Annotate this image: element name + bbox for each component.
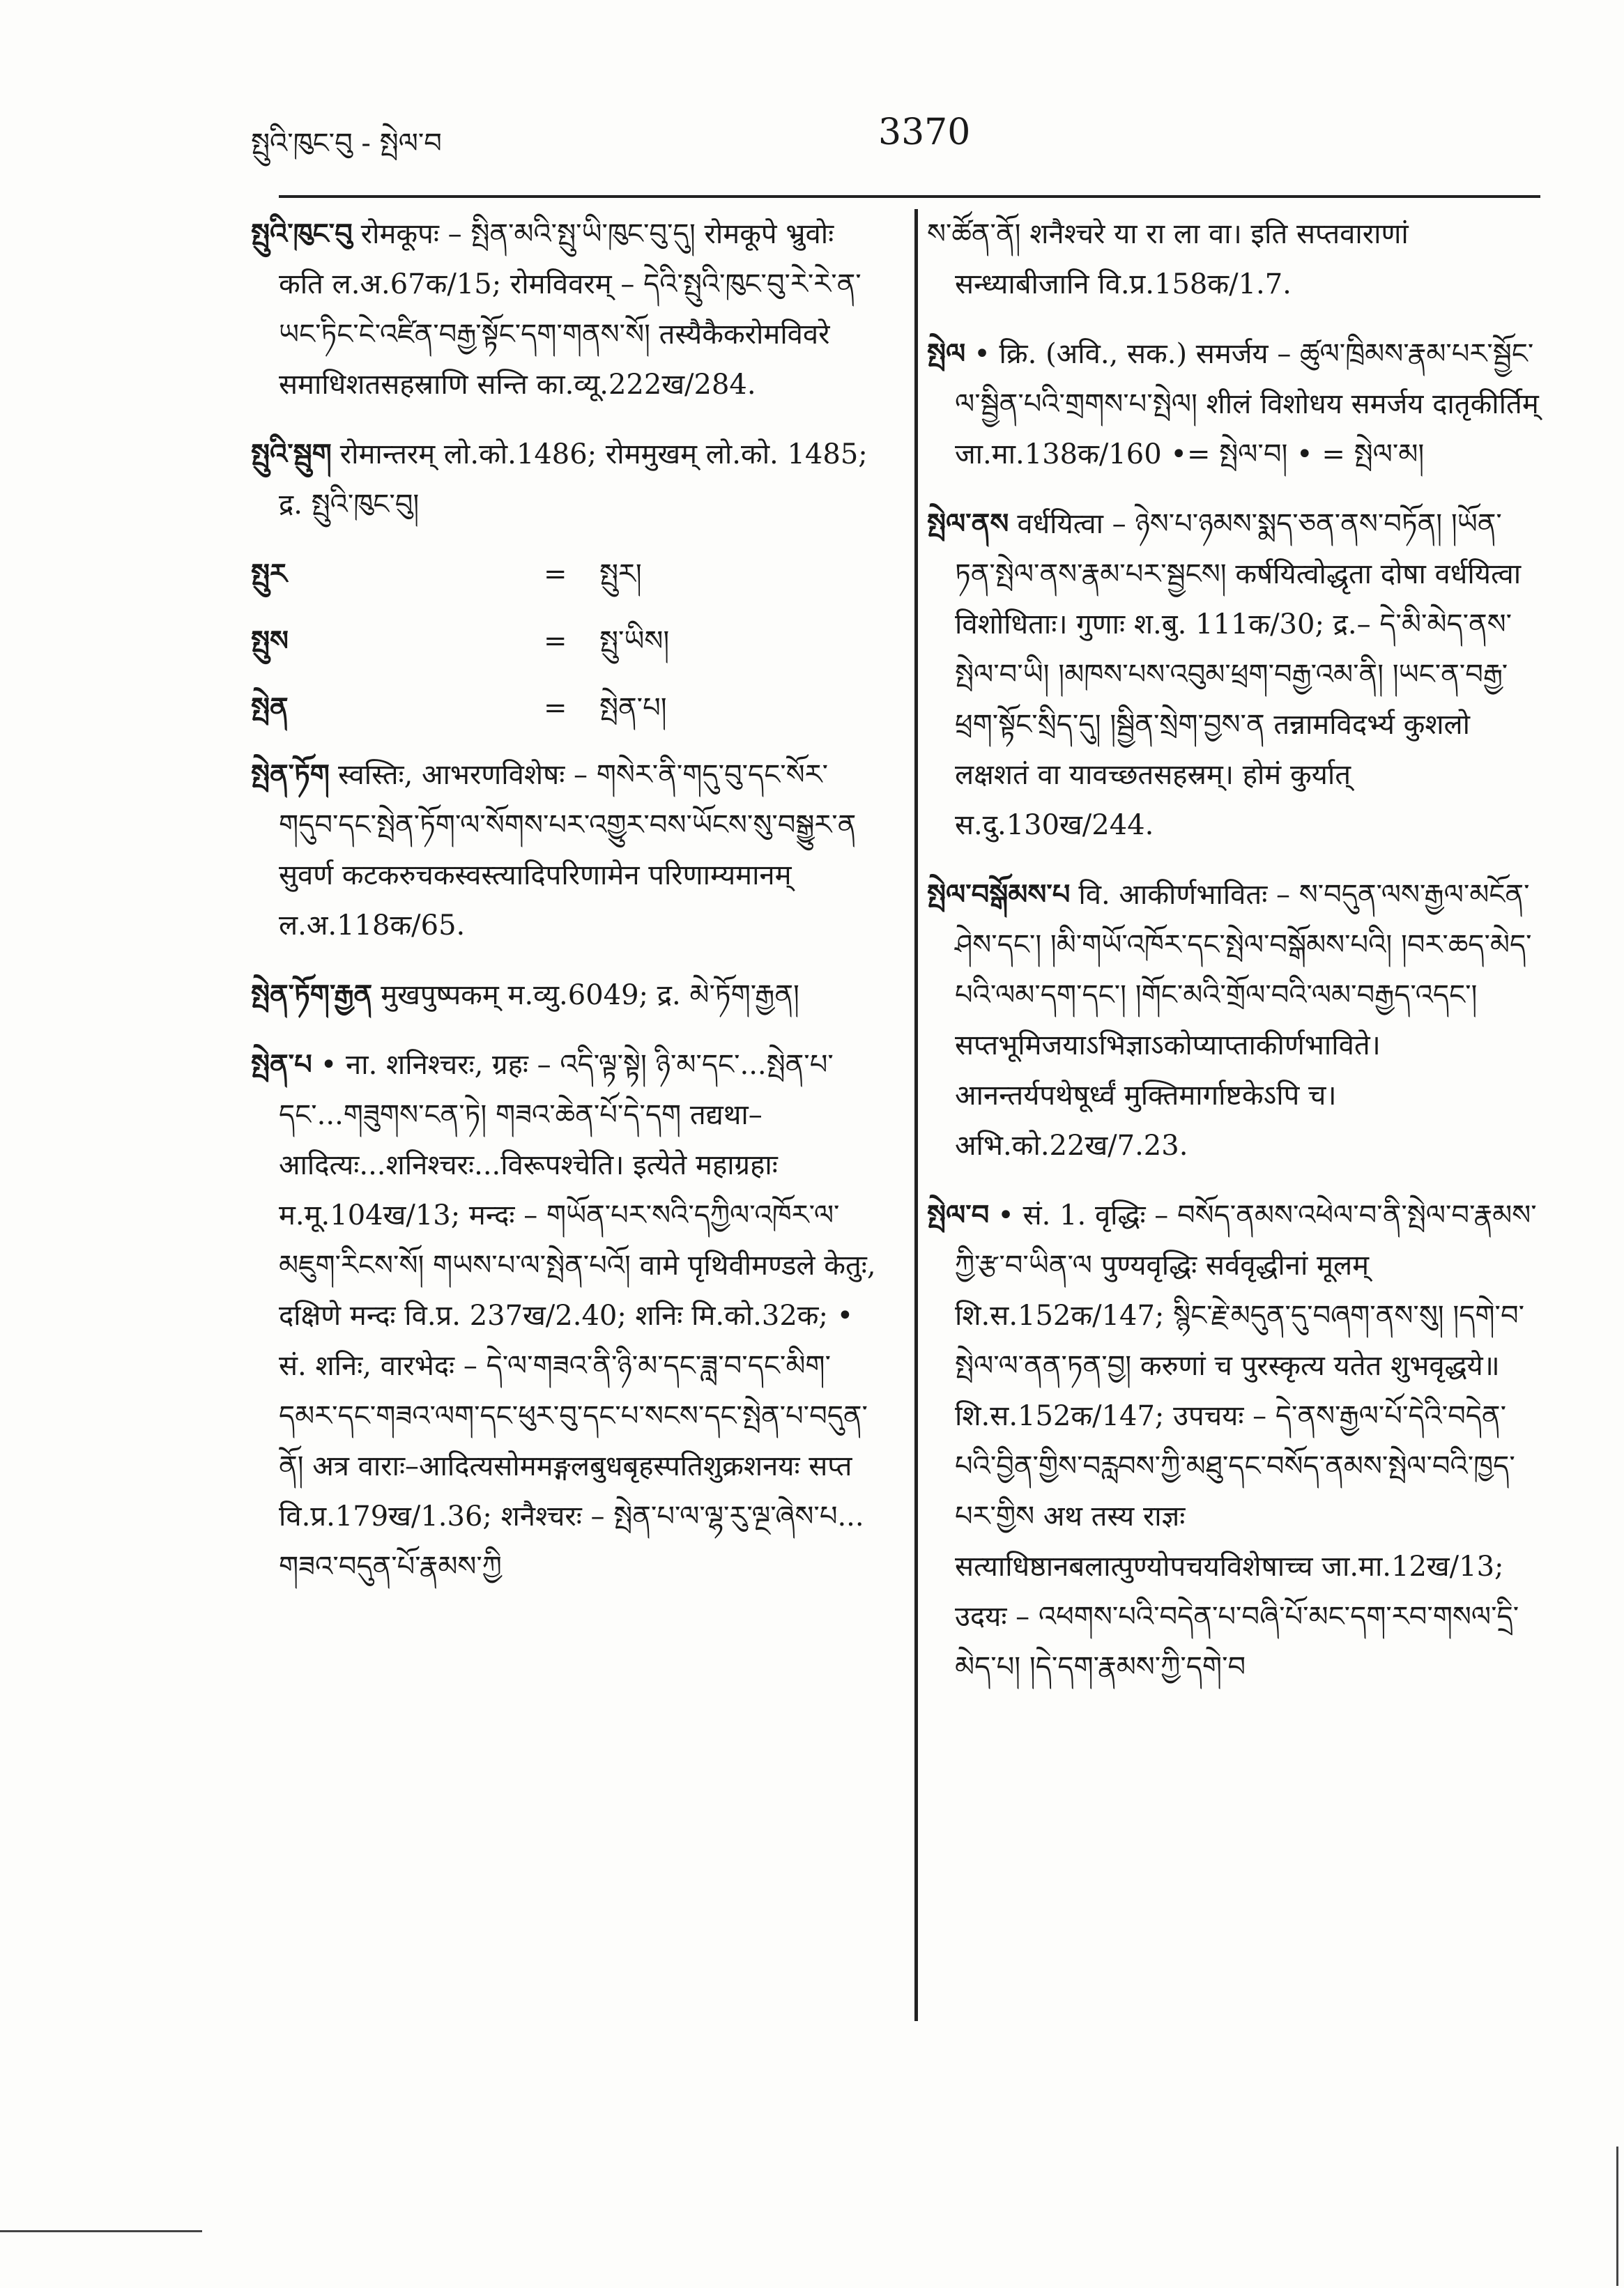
left-column: [251, 209, 885, 1611]
equals-sign: =: [544, 692, 567, 724]
cross-reference-headword: སྤུས: [251, 624, 289, 657]
cross-reference-target: སྤུར།: [599, 558, 642, 590]
entry-definition: स्वस्तिः, आभरणविशेषः – གསེར་ནི་གདུ་བུ་དང་སོར་གདུབ་དང་སྤེན་ཏོག་ལ་སོགས་པར་འགྱུར་བས་ཡོངས་སུ་བསྒྱུར་ན सुवर्ण कटकरुचकस्वस्त्यादिपरिणामेन परिणाम्यमानम् ल.अ.118क/65.: [279, 759, 857, 942]
entry-headword: སྤེན་ཏོག: [251, 758, 330, 791]
entry-definition: • क्रि. (अवि., सक.) समर्जय – ཚུལ་ཁྲིམས་རྣམ་པར་སྦྱོང་ལ་སྦྱིན་པའི་གྲགས་པ་སྤེལ། शीलं विशोधय समर्जय दातृकीर्तिम् जा.मा.138क/160 •= སྤེལ་བ། • = སྤེལ་མ།: [955, 338, 1539, 470]
cross-reference-target: སྤེན་པ།: [599, 692, 667, 724]
dictionary-entry: [927, 1190, 1540, 1692]
entry-headword: སྤེལ་བསྒོམས་པ: [927, 878, 1071, 911]
entry-definition: रोमान्तरम् लो.को.1486; रोममुखम् लो.को. 1485; द्र. སྤུའི་ཁུང་བུ།: [279, 438, 868, 521]
page-header: [251, 105, 1540, 160]
entry-headword: སྤུའི་སྦུག: [251, 438, 332, 470]
entry-headword: སྤུའི་ཁུང་བུ: [251, 217, 353, 250]
entry-definition: ས་ཚོན་ནོ། शनैश्चरे या रा ला वा। इति सप्तवाराणां सन्ध्याबीजानि वि.प्र.158क/1.7.: [927, 218, 1409, 300]
cross-reference-headword: སྤུར: [251, 558, 287, 590]
entry-headword: སྤེལ་བ: [927, 1199, 990, 1231]
dictionary-entry: [251, 750, 885, 951]
dictionary-entry: [927, 209, 1540, 309]
dictionary-entry: [251, 209, 885, 410]
cross-reference-target: སྤུ་ཡིས།: [599, 625, 670, 657]
page-number: 3370: [878, 112, 971, 153]
entry-headword: སྤེལ: [927, 337, 966, 370]
entry-headword: སྤེན་པ: [251, 1048, 312, 1081]
entry-definition: वर्धयित्वा – ཉེས་པ་ཉམས་སྨད་ཅན་ནས་བཏོན། །ཡོན་ཏན་སྤེལ་ནས་རྣམ་པར་སྦྱངས། कर्षयित्वोद्धृता दोषा वर्धयित्वा विशोधिताः। गुणाः श.बु. 111क/30; द्र.– དེ་མི་མེད་ནས་སྤེལ་བ་ཡི། །མཁས་པས་འབུམ་ཕྲག་བརྒྱ་འམ་ནི། །ཡང་ན་བརྒྱ་ཕྲག་སྟོང་སྲིད་དུ། །སྦྱིན་སྲེག་བྱས་ན तन्नामविदर्भ्य कुशलो लक्षशतं वा यावच्छतसहस्रम्। होमं कुर्यात् स.दु.130ख/244.: [955, 508, 1522, 841]
dictionary-entry: [251, 1040, 885, 1592]
cross-reference-entry: [251, 683, 885, 733]
dictionary-entry: [251, 970, 885, 1020]
scan-edge-mark: [1616, 2147, 1618, 2286]
scan-edge-line: [0, 2230, 202, 2232]
dictionary-entry: [927, 499, 1540, 850]
entry-definition: रोमकूपः – སྤིན་མའི་སྤུ་ཡི་ཁུང་བུ་དུ། रोमकूपे भ्रुवोः कति ल.अ.67क/15; रोमविवरम् – དེའི་སྤུའི་ཁུང་བུ་རེ་རེ་ན་ཡང་ཏིང་ངེ་འཛིན་བརྒྱ་སྟོང་དག་གནས་སོ། तस्यैकैकरोमविवरे समाधिशतसहस्राणि सन्ति का.व्यू.222ख/284.: [279, 218, 861, 401]
entry-definition: • ना. शनिश्चरः, ग्रहः – འདི་ལྟ་སྟེ། ཉི་མ་དང་...སྤེན་པ་དང་...གཟུགས་ངན་ཏེ། གཟའ་ཆེན་པོ་དེ་དག तद्यथा–आदित्यः...शनिश्चरः...विरूपश्चेति। इत्येते महाग्रहाः म.मू.104ख/13; मन्दः – གཡོན་པར་སའི་དཀྱིལ་འཁོར་ལ་མཇུག་རིངས་སོ། གཡས་པ་ལ་སྤེན་པའོ། वामे पृथिवीमण्डले केतुः, दक्षिणे मन्दः वि.प्र. 237ख/2.40; शनिः मि.को.32क; • सं. शनिः, वारभेदः – དེ་ལ་གཟའ་ནི་ཉི་མ་དང་ཟླ་བ་དང་མིག་དམར་དང་གཟའ་ལག་དང་ཕུར་བུ་དང་པ་སངས་དང་སྤེན་པ་བདུན་ནོ། अत्र वाराः–आदित्यसोममङ्गलबुधबृहस्पतिशुक्रशनयः सप्त वि.प्र.179ख/1.36; शनैश्चरः – སྤེན་པ་ལ་ལྷ་རུ་ལྔ་ཞེས་པ... གཟའ་བདུན་པོ་རྣམས་ཀྱི: [279, 1049, 876, 1583]
header-rule: [279, 195, 1540, 198]
entry-definition: • सं. 1. वृद्धिः – བསོད་ནམས་འཕེལ་བ་ནི་སྤེལ་བ་རྣམས་ཀྱི་རྩ་བ་ཡིན་ལ पुण्यवृद्धिः सर्ववृद्धीनां मूलम् शि.स.152क/147; སྙིང་རྗེ་མདུན་དུ་བཞག་ནས་སུ། །དགེ་བ་སྤེལ་ལ་ནན་ཏན་བྱ། करुणां च पुरस्कृत्य यतेत शुभवृद्धये॥ शि.स.152क/147; उपचयः – དེ་ནས་རྒྱལ་པོ་དེའི་བདེན་པའི་བྱིན་གྱིས་བརླབས་ཀྱི་མཐུ་དང་བསོད་ནམས་སྤེལ་བའི་ཁྱད་པར་གྱིས अथ तस्य राज्ञः सत्याधिष्ठानबलात्पुण्योपचयविशेषाच्च जा.मा.12ख/13; उदयः – འཕགས་པའི་བདེན་པ་བཞི་པོ་མང་དག་རབ་གསལ་དྲི་མེད་པ། །དེ་དག་རྣམས་ཀྱི་དགེ་བ: [955, 1199, 1537, 1683]
entry-headword: སྤེན་ཏོག་རྒྱན: [251, 978, 373, 1011]
dictionary-entry: [251, 429, 885, 530]
entry-headword: སྤེལ་ནས: [927, 507, 1009, 540]
equals-sign: =: [544, 625, 567, 657]
dictionary-entry: [927, 870, 1540, 1171]
entry-definition: मुखपुष्पकम् म.व्यु.6049; द्र. མེ་ཏོག་རྒྱན།: [381, 979, 799, 1011]
right-column: [927, 209, 1540, 1712]
column-divider: [914, 209, 918, 2021]
equals-sign: =: [544, 558, 567, 590]
running-head: སྤུའི་ཁུང་བུ - སྤེལ་བ: [251, 128, 442, 160]
cross-reference-entry: [251, 616, 885, 666]
dictionary-entry: [927, 329, 1540, 479]
cross-reference-headword: སྤེན: [251, 691, 289, 724]
entry-definition: वि. आकीर्णभावितः – ས་བདུན་ལས་རྒྱལ་མངོན་ཤེས་དང་། །མི་གཡོ་འཁོར་དང་སྤེལ་བསྒོམས་པའི། །བར་ཆད་མེད་པའི་ལམ་དག་དང་། །གོང་མའི་གྲོལ་བའི་ལམ་བརྒྱད་འདང་། सप्तभूमिजयाऽभिज्ञाऽकोप्याप्ताकीर्णभाविते। आनन्तर्यपथेषूर्ध्वं मुक्तिमार्गाष्टकेऽपि च। अभि.को.22ख/7.23.: [955, 879, 1532, 1162]
cross-reference-entry: [251, 549, 885, 599]
